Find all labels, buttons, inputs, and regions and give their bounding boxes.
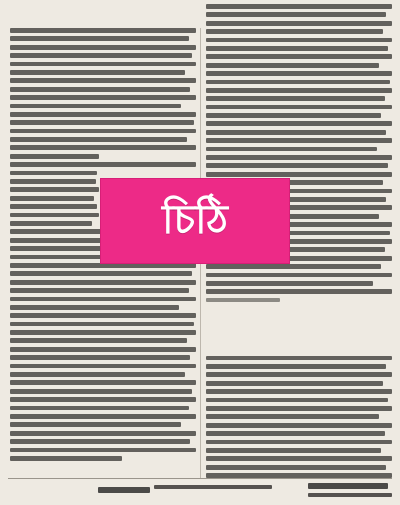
- title-banner: [100, 178, 290, 264]
- footer-middle-credit: [154, 485, 272, 489]
- article-title: চিঠি: [162, 196, 228, 243]
- footer-left-heading: [98, 487, 150, 493]
- author-byline: [10, 9, 200, 25]
- footer-strip: [8, 481, 392, 503]
- footer-right-text: [308, 493, 392, 497]
- footer-right-heading: [308, 483, 388, 489]
- footer-divider: [8, 478, 392, 479]
